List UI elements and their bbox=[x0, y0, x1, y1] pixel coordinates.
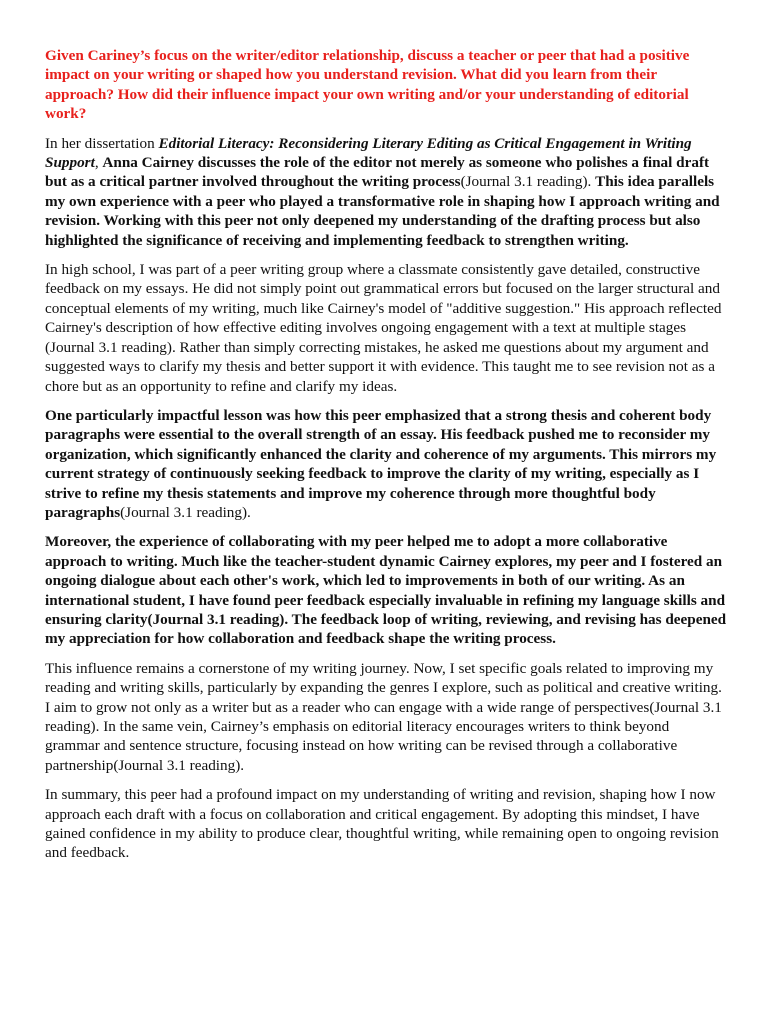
p1-bold-a: Anna Cairney discusses the role of the editor not merely as someone who polishes a final draft but as a critical partner involved throughout the writing process bbox=[45, 154, 710, 191]
p3-bold: One particularly impactful lesson was how this peer emphasized that a strong thesis and coherent body paragraphs were essential to the overall strength of an essay. His feedback pushed me to reconsider my organization, which significantly enhanced the clarity and coherence of my arguments. This mirrors my current strategy of continuously seeking feedback to improve the clarity of my writing, especially as I strive to refine my thesis statements and improve my coherence through more thoughtful body paragraphs bbox=[45, 406, 717, 521]
paragraph-4: Moreover, the experience of collaborating with my peer helped me to adopt a more collaborative approach to writing. Much like the teacher-student dynamic Cairney explores, my peer and I fostered an ongoing dialogue about each other's work, which led to improvements in both of our writing. As an international student, I have found peer feedback especially invaluable in refining my language skills and ensuring clarity(Journal 3.1 reading). The feedback loop of writing, reviewing, and revising has deepened my appreciation for how collaboration and feedback shape the writing process. bbox=[45, 533, 727, 648]
p1-comma: , bbox=[94, 154, 103, 172]
document-page bbox=[45, 46, 727, 873]
assignment-prompt: Given Cariney’s focus on the writer/editor relationship, discuss a teacher or peer that had a positive impact on your writing or shaped how you understand revision. What did you learn from their approach? How did their influence impact your own writing and/or your understanding of editorial work? bbox=[45, 47, 690, 123]
paragraph-2: In high school, I was part of a peer writing group where a classmate consistently gave detailed, constructive feedback on my essays. He did not simply point out grammatical errors but focused on the larger structural and conceptual elements of my writing, much like Cairney's model of "additive suggestion." His approach reflected Cairney's description of how effective editing involves ongoing engagement with a text at multiple stages (Journal 3.1 reading). Rather than simply correcting mistakes, he asked me questions about my argument and suggested ways to clarify my thesis and better support it with evidence. This taught me to see revision not as a chore but as an opportunity to refine and clarify my ideas. bbox=[45, 261, 722, 395]
paragraph-1 bbox=[45, 134, 727, 250]
p3-citation: (Journal 3.1 reading). bbox=[120, 503, 251, 521]
dissertation-title: Editorial Literacy: Reconsidering Literary Editing as Critical Engagement in Writing Support bbox=[45, 134, 692, 172]
paragraph-5: This influence remains a cornerstone of my writing journey. Now, I set specific goals related to improving my reading and writing skills, particularly by expanding the genres I explore, such as political and creative writing. I aim to grow not only as a writer but as a reader who can engage with a wide range of perspectives(Journal 3.1 reading). In the same vein, Cairney’s emphasis on editorial literacy encourages writers to think beyond grammar and sentence structure, focusing instead on how writing can be revised through a collaborative partnership(Journal 3.1 reading). bbox=[45, 659, 722, 774]
p1-citation: (Journal 3.1 reading). bbox=[460, 173, 596, 191]
p1-intro: In her dissertation bbox=[45, 134, 159, 152]
p1-bold-b: This idea parallels my own experience with a peer who played a transformative role in shaping how I approach writing and revision. Working with this peer not only deepened my understanding of the drafting process but also highlighted the significance of receiving and implementing feedback to strengthen writing. bbox=[45, 173, 720, 249]
paragraph-3 bbox=[45, 406, 727, 522]
paragraph-6: In summary, this peer had a profound impact on my understanding of writing and revision, shaping how I now approach each draft with a focus on collaboration and critical engagement. By adopting this mindset, I have gained confidence in my ability to produce clear, thoughtful writing, while remaining open to ongoing revision and feedback. bbox=[45, 786, 719, 862]
